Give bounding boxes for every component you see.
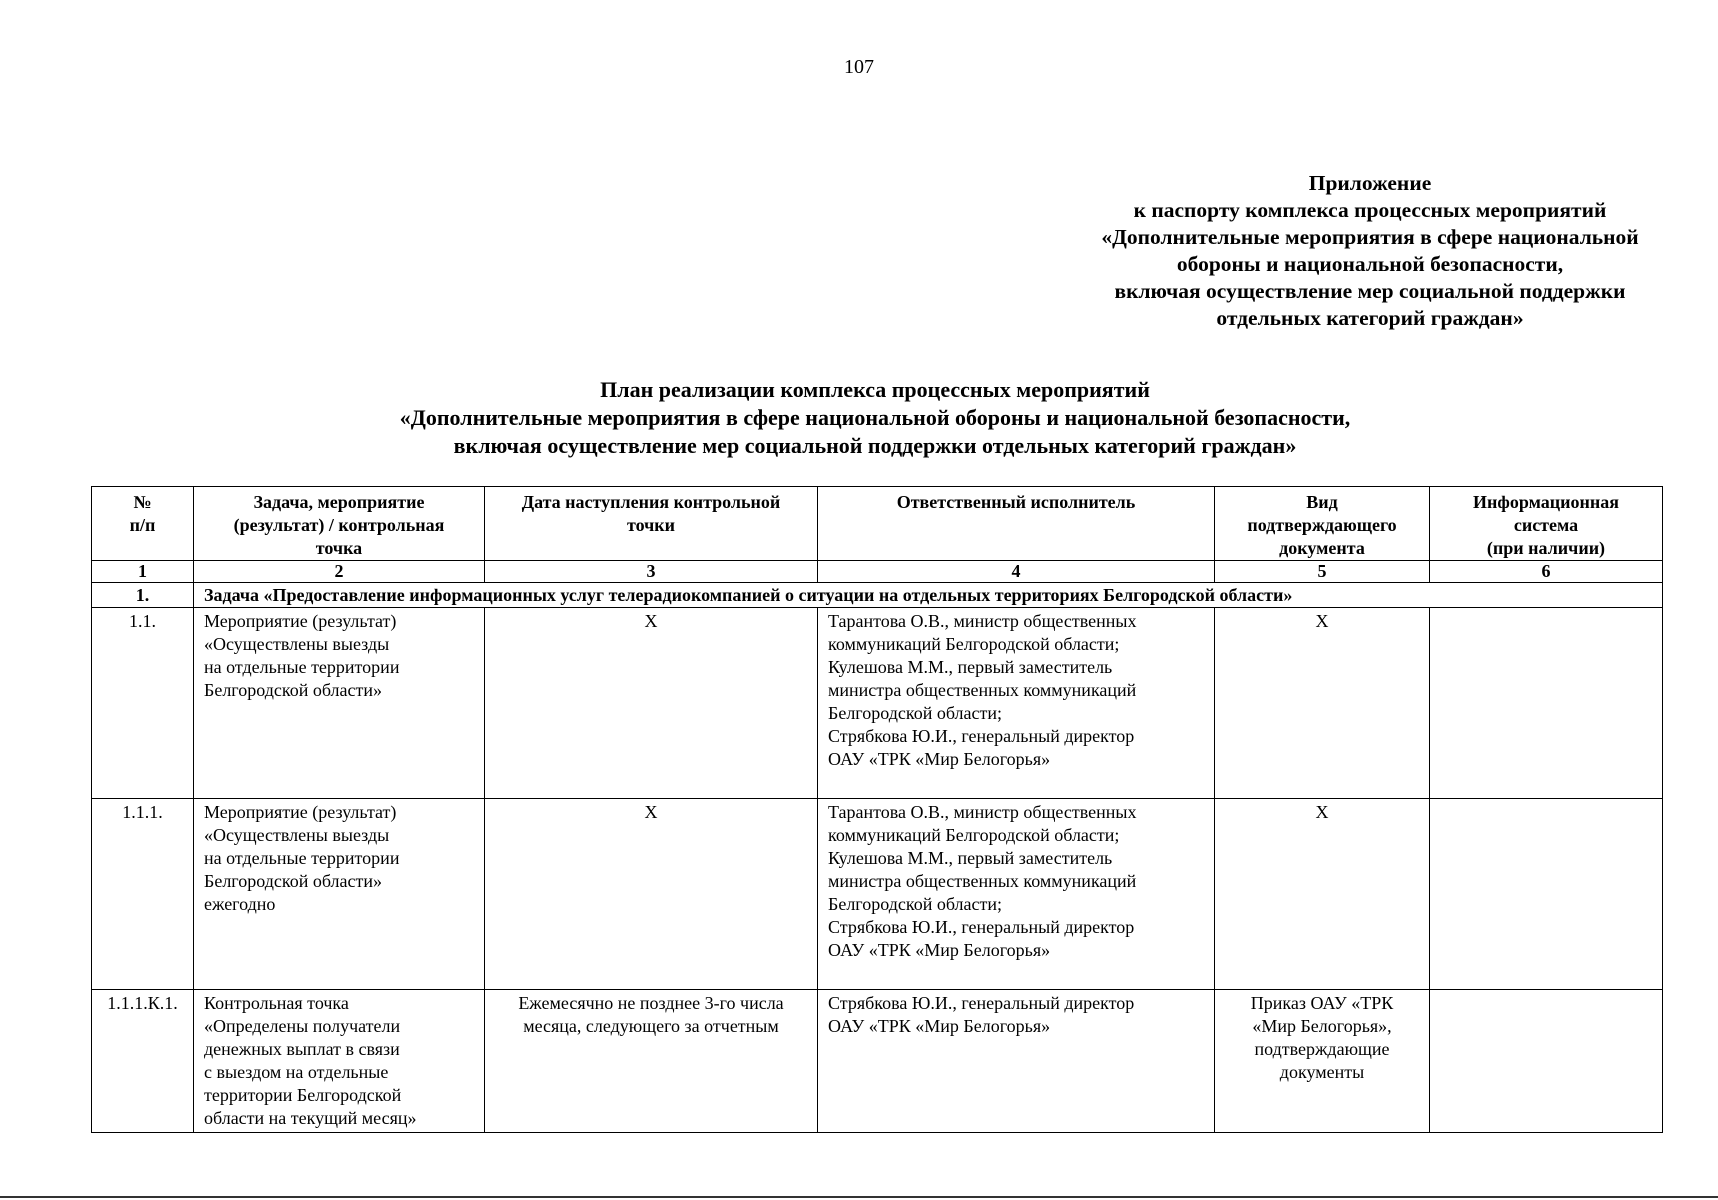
row-name: Мероприятие (результат) «Осуществлены выезды на отдельные территории Белгородской области» ежегодно: [194, 799, 485, 990]
table-header-row: [92, 487, 1663, 561]
task-row: [92, 583, 1663, 608]
appendix-line: Приложение: [1308, 171, 1432, 195]
appendix-heading: [1060, 170, 1680, 332]
plan-title-line: «Дополнительные мероприятия в сфере национальной обороны и национальной безопасности,: [399, 405, 1351, 430]
appendix-line: к паспорту комплекса процессных мероприятий: [1133, 198, 1607, 222]
row-number: 1.1.: [92, 608, 194, 799]
header-number: № п/п: [92, 487, 194, 561]
row-system: [1430, 799, 1663, 990]
page-bottom-rule: [0, 1196, 1718, 1198]
table-row: [92, 799, 1663, 990]
column-number: 1: [92, 561, 194, 583]
column-number: 5: [1215, 561, 1430, 583]
row-document: X: [1215, 799, 1430, 990]
appendix-line: включая осуществление мер социальной поддержки: [1114, 279, 1626, 303]
plan-title-line: включая осуществление мер социальной поддержки отдельных категорий граждан»: [453, 433, 1297, 458]
row-responsible: Тарантова О.В., министр общественных коммуникаций Белгородской области; Кулешова М.М., первый заместитель министра общественных коммуникаций Белгородской области; Стрябкова Ю.И., генеральный директор ОАУ «ТРК «Мир Белогорья»: [818, 608, 1215, 799]
column-number: 2: [194, 561, 485, 583]
page-number: 107: [844, 56, 874, 78]
row-document: X: [1215, 608, 1430, 799]
table-row: [92, 990, 1663, 1133]
column-number: 4: [818, 561, 1215, 583]
row-responsible: Тарантова О.В., министр общественных коммуникаций Белгородской области; Кулешова М.М., первый заместитель министра общественных коммуникаций Белгородской области; Стрябкова Ю.И., генеральный директор ОАУ «ТРК «Мир Белогорья»: [818, 799, 1215, 990]
header-document: Вид подтверждающего документа: [1215, 487, 1430, 561]
row-document: Приказ ОАУ «ТРК «Мир Белогорья», подтверждающие документы: [1215, 990, 1430, 1133]
row-system: [1430, 608, 1663, 799]
row-date: X: [485, 608, 818, 799]
row-name: Контрольная точка «Определены получатели денежных выплат в связи с выездом на отдельные территории Белгородской области на текущий месяц»: [194, 990, 485, 1133]
plan-title: [0, 376, 1718, 460]
column-number: 3: [485, 561, 818, 583]
row-responsible: Стрябкова Ю.И., генеральный директор ОАУ «ТРК «Мир Белогорья»: [818, 990, 1215, 1133]
plan-table: [91, 486, 1663, 1133]
appendix-line: обороны и национальной безопасности,: [1176, 252, 1564, 276]
task-text: Задача «Предоставление информационных услуг телерадиокомпанией о ситуации на отдельных территориях Белгородской области»: [194, 583, 1663, 608]
header-date: Дата наступления контрольной точки: [485, 487, 818, 561]
table-row: [92, 608, 1663, 799]
header-task: Задача, мероприятие (результат) / контрольная точка: [194, 487, 485, 561]
column-number: 6: [1430, 561, 1663, 583]
appendix-line: отдельных категорий граждан»: [1216, 306, 1524, 330]
row-name: Мероприятие (результат) «Осуществлены выезды на отдельные территории Белгородской области»: [194, 608, 485, 799]
row-number: 1.1.1.: [92, 799, 194, 990]
column-number-row: [92, 561, 1663, 583]
row-date: X: [485, 799, 818, 990]
header-responsible: Ответственный исполнитель: [818, 487, 1215, 561]
row-system: [1430, 990, 1663, 1133]
header-system: Информационная система (при наличии): [1430, 487, 1663, 561]
appendix-line: «Дополнительные мероприятия в сфере национальной: [1101, 225, 1639, 249]
row-date: Ежемесячно не позднее 3-го числа месяца, следующего за отчетным: [485, 990, 818, 1133]
task-number: 1.: [92, 583, 194, 608]
row-number: 1.1.1.К.1.: [92, 990, 194, 1133]
plan-title-line: План реализации комплекса процессных мероприятий: [600, 377, 1150, 402]
